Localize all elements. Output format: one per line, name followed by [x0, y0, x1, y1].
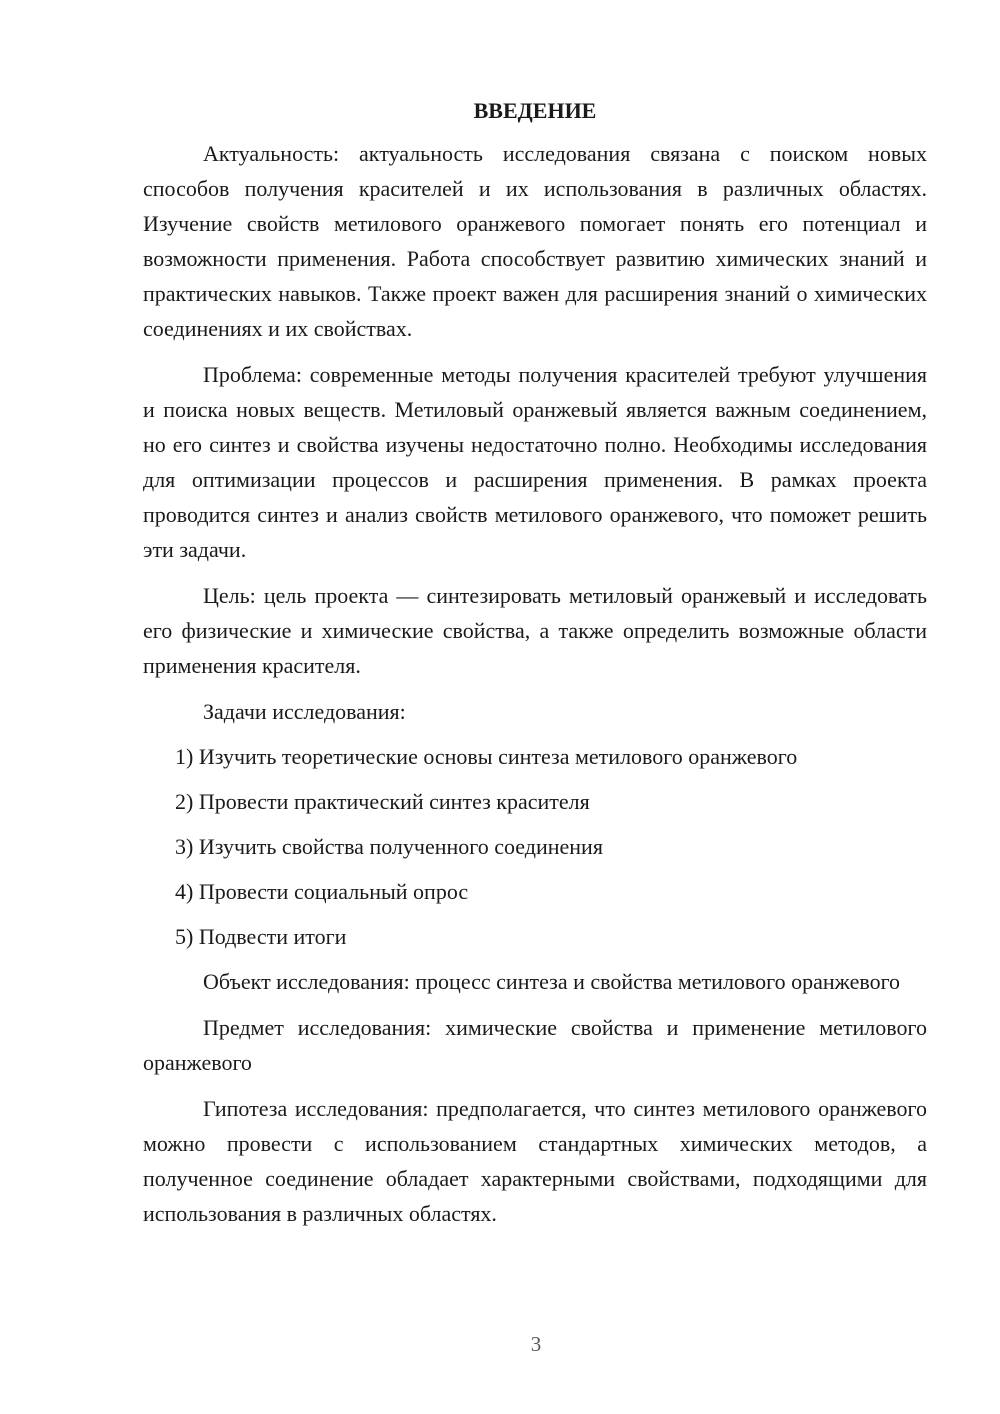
goal-paragraph: Цель: цель проекта — синтезировать метиловый оранжевый и исследовать его физические и химические свойства, а также определить возможные области применения красителя. — [143, 583, 927, 678]
problem-paragraph: Проблема: современные методы получения красителей требуют улучшения и поиска новых веществ. Метиловый оранжевый является важным соединением, но его синтез и свойства изучены недостаточно полно. Необходимы исследования для оптимизации процессов и расширения применения. В рамках проекта проводится синтез и анализ свойств метилового оранжевого, что поможет решить эти задачи. — [143, 362, 927, 562]
relevance-paragraph: Актуальность: актуальность исследования связана с поиском новых способов получения красителей и их использования в различных областях. Изучение свойств метилового оранжевого помогает понять его потенциал и возможности применения. Работа способствует развитию химических знаний и практических навыков. Также проект важен для расширения знаний о химических соединениях и их свойствах. — [143, 141, 927, 341]
task-item: 5) Подвести итоги — [175, 924, 347, 949]
hypothesis-paragraph: Гипотеза исследования: предполагается, что синтез метилового оранжевого можно провести с использованием стандартных химических методов, а полученное соединение обладает характерными свойствами, подходящими для использования в различных областях. — [143, 1096, 927, 1226]
page-number: 3 — [530, 1332, 542, 1356]
task-item: 3) Изучить свойства полученного соединения — [175, 834, 603, 859]
section-title: ВВЕДЕНИЕ — [473, 98, 597, 123]
task-item: 1) Изучить теоретические основы синтеза метилового оранжевого — [175, 744, 798, 769]
document-page — [143, 92, 927, 1242]
tasks-list — [143, 739, 927, 954]
task-item: 2) Провести практический синтез красителя — [175, 789, 590, 814]
task-item: 4) Провести социальный опрос — [175, 879, 469, 904]
subject-paragraph: Предмет исследования: химические свойства и применение метилового оранжевого — [143, 1015, 927, 1075]
tasks-label: Задачи исследования: — [203, 699, 406, 724]
object-paragraph: Объект исследования: процесс синтеза и свойства метилового оранжевого — [203, 969, 901, 994]
